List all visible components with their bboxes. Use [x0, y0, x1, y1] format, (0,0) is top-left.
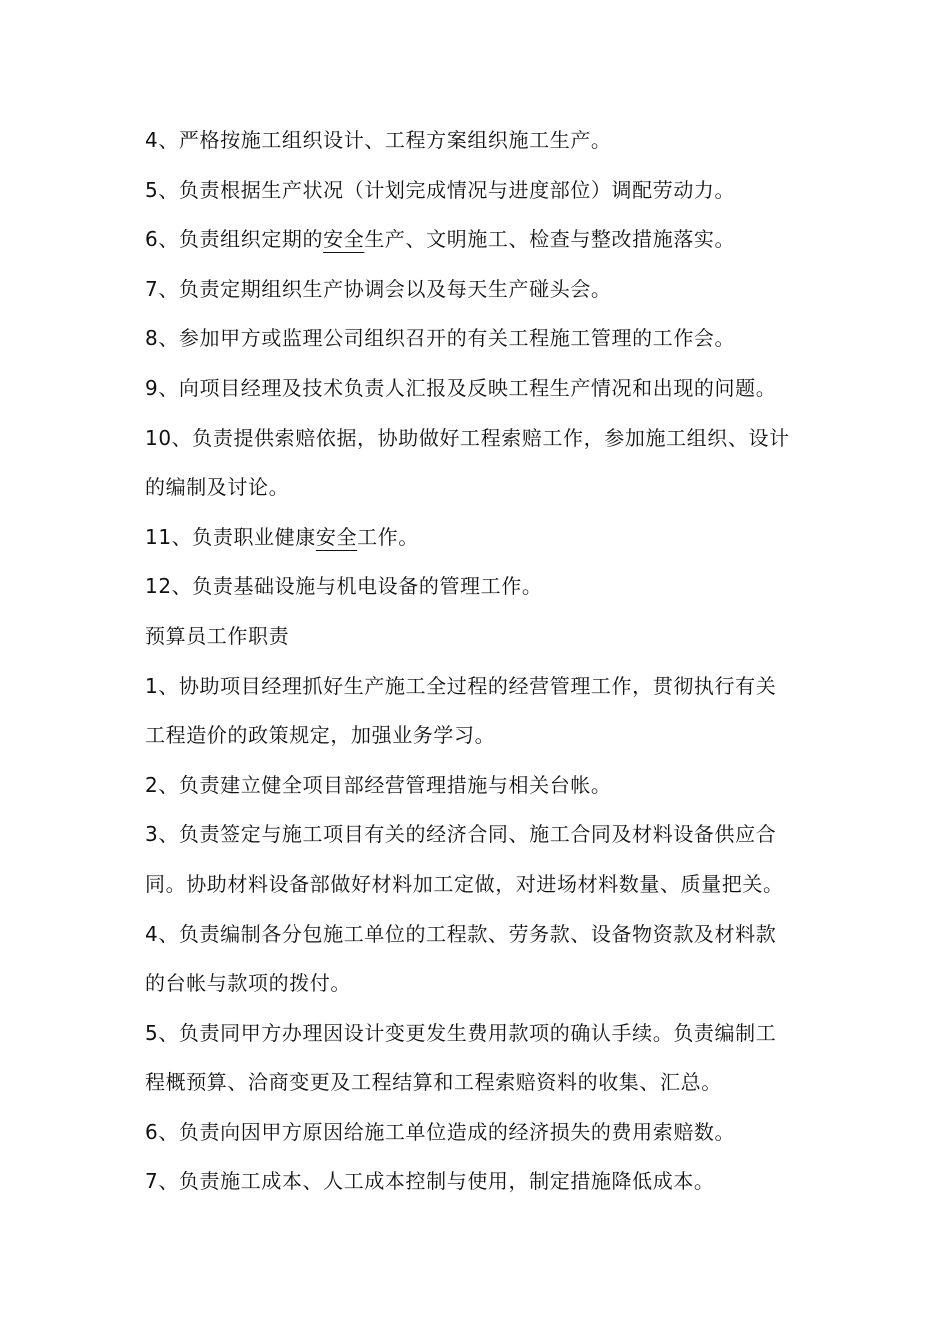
- text-segment: 6、负责组织定期的: [145, 227, 324, 252]
- text-line: [145, 265, 810, 315]
- text-segment: 工作。: [357, 524, 419, 549]
- text-segment: 11、负责职业健康: [145, 524, 316, 549]
- text-segment: 4、负责编制各分包施工单位的工程款、劳务款、设备物资款及材料款: [145, 921, 777, 946]
- text-line: [145, 612, 810, 662]
- text-segment: 10、负责提供索赔依据，协助做好工程索赔工作，参加施工组织、设计: [145, 425, 790, 450]
- text-segment: 9、向项目经理及技术负责人汇报及反映工程生产情况和出现的问题。: [145, 375, 777, 400]
- text-segment: 生产、文明施工、检查与整改措施落实。: [364, 227, 736, 252]
- text-segment: 5、负责同甲方办理因设计变更发生费用款项的确认手续。负责编制工: [145, 1020, 777, 1045]
- text-line: [145, 810, 810, 860]
- text-segment: 1、协助项目经理抓好生产施工全过程的经营管理工作，贯彻执行有关: [145, 673, 777, 698]
- text-line: [145, 215, 810, 265]
- text-line: [145, 711, 810, 761]
- text-line: [145, 761, 810, 811]
- text-segment: 程概预算、洽商变更及工程结算和工程索赔资料的收集、汇总。: [145, 1070, 722, 1095]
- text-line: [145, 860, 810, 910]
- text-line: [145, 662, 810, 712]
- text-line: [145, 959, 810, 1009]
- text-line: [145, 1009, 810, 1059]
- text-line: [145, 910, 810, 960]
- document-body: [145, 116, 810, 1207]
- text-segment: 6、负责向因甲方原因给施工单位造成的经济损失的费用索赔数。: [145, 1119, 736, 1144]
- text-line: [145, 116, 810, 166]
- text-line: [145, 364, 810, 414]
- text-segment: 12、负责基础设施与机电设备的管理工作。: [145, 574, 543, 599]
- text-segment: 3、负责签定与施工项目有关的经济合同、施工合同及材料设备供应合: [145, 822, 777, 847]
- text-segment: 8、参加甲方或监理公司组织召开的有关工程施工管理的工作会。: [145, 326, 736, 351]
- text-line: [145, 463, 810, 513]
- text-segment: 2、负责建立健全项目部经营管理措施与相关台帐。: [145, 772, 612, 797]
- text-segment: 预算员工作职责: [145, 623, 290, 648]
- text-line: [145, 414, 810, 464]
- underlined-text: 安全: [323, 227, 365, 252]
- text-segment: 工程造价的政策规定，加强业务学习。: [145, 723, 496, 748]
- text-segment: 7、负责施工成本、人工成本控制与使用，制定措施降低成本。: [145, 1169, 715, 1194]
- text-line: [145, 166, 810, 216]
- text-segment: 4、严格按施工组织设计、工程方案组织施工生产。: [145, 128, 612, 152]
- text-line: [145, 1108, 810, 1158]
- text-segment: 的编制及讨论。: [145, 475, 290, 500]
- text-segment: 5、负责根据生产状况（计划完成情况与进度部位）调配劳动力。: [145, 177, 736, 202]
- text-segment: 的台帐与款项的拨付。: [145, 971, 351, 996]
- text-line: [145, 513, 810, 563]
- text-line: [145, 1058, 810, 1108]
- text-line: [145, 562, 810, 612]
- text-line: [145, 314, 810, 364]
- text-segment: 7、负责定期组织生产协调会以及每天生产碰头会。: [145, 276, 612, 301]
- underlined-text: 安全: [315, 524, 358, 549]
- text-segment: 同。协助材料设备部做好材料加工定做，对进场材料数量、质量把关。: [145, 871, 784, 896]
- text-line: [145, 1157, 810, 1207]
